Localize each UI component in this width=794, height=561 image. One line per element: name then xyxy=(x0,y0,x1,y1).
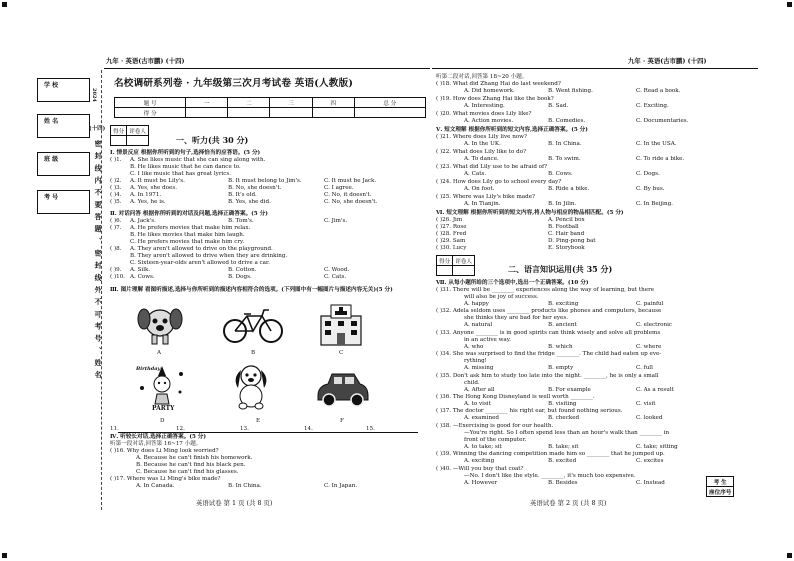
option-c[interactable]: C. It must be Jack. xyxy=(324,178,377,184)
option-a[interactable]: A. happy xyxy=(464,301,489,307)
match-person[interactable]: ( )29. Sam xyxy=(436,238,466,244)
match-person[interactable]: ( )30. Lucy xyxy=(436,245,467,251)
picture-a-puppy-icon xyxy=(134,303,186,347)
option-b[interactable]: B. Yes, she did. xyxy=(228,199,271,205)
option-c[interactable]: C. Cats. xyxy=(324,274,347,280)
option-a[interactable]: A. Yes, he is. xyxy=(130,199,166,205)
score-table-cell[interactable] xyxy=(270,108,312,118)
option-b[interactable]: B. which xyxy=(548,343,573,350)
question-number[interactable]: ( )3. xyxy=(110,185,122,191)
question-number[interactable]: ( )4. xyxy=(110,192,122,198)
option-a[interactable]: A. natural xyxy=(464,322,493,329)
class-label: 班 级 xyxy=(44,156,59,163)
option-a[interactable]: A. On foot. xyxy=(464,186,495,192)
option-b[interactable]: B. No, she doesn't. xyxy=(228,185,282,191)
option-a[interactable]: A. Yes, she does. xyxy=(130,185,178,191)
question-number[interactable]: ( )5. xyxy=(110,199,122,205)
option-b[interactable]: B. Sad. xyxy=(548,103,569,109)
header-rule xyxy=(432,68,758,69)
name-label: 姓 名 xyxy=(44,118,59,125)
option-a[interactable]: A. Jack's. xyxy=(130,218,156,224)
question-text[interactable]: ( )39. Winning the dancing competition made him so ________ that he jumped up. xyxy=(436,451,665,458)
question-text[interactable]: ( )31. There will be ________ experiences along the way of learning, but there xyxy=(436,287,655,293)
option-c[interactable]: C. In Beijing. xyxy=(636,201,673,207)
option-c[interactable]: C. full xyxy=(636,365,653,372)
question-text[interactable]: ( )40. —Will you buy that coat? xyxy=(436,465,524,472)
question-text-cont: child. xyxy=(464,379,480,386)
option-a[interactable]: A. to take; sit xyxy=(464,443,502,450)
party-text: Birthday xyxy=(136,366,161,372)
option-b[interactable]: B. Tom's. xyxy=(228,218,254,224)
option-c[interactable]: C. In the USA. xyxy=(636,141,677,147)
picture-e-dog-icon xyxy=(226,360,276,412)
scorer-cell[interactable] xyxy=(127,136,149,146)
scorer-cell[interactable] xyxy=(437,266,453,276)
option-b[interactable]: B. Went fishing. xyxy=(548,88,593,94)
score-table-cell[interactable] xyxy=(186,108,228,118)
score-table-cell[interactable] xyxy=(312,108,354,118)
section-heading-language: 二、语言知识运用(共 35 分) xyxy=(508,264,613,274)
option-a[interactable]: A. examined xyxy=(464,415,499,422)
page-footer-right: 英语试卷 第 2 页 (共 8 页) xyxy=(530,499,607,507)
option-c[interactable]: C. excites xyxy=(636,458,664,465)
option-c[interactable]: C. Dogs. xyxy=(636,171,660,177)
option-b[interactable]: B. empty xyxy=(548,365,574,372)
registration-mark xyxy=(2,553,7,558)
option-a[interactable]: A. To dance. xyxy=(464,156,499,162)
picture-letter: A xyxy=(157,350,162,356)
option-b[interactable]: B. It must belong to Jim's. xyxy=(228,178,302,184)
question-text[interactable]: ( )37. The doctor ________ his right ear, but found nothing serious. xyxy=(436,408,623,415)
page-title: 名校调研系列卷 · 九年级第三次月考试卷 英语(人教版) xyxy=(114,78,354,89)
picture-letter: E xyxy=(256,418,261,424)
score-table-cell: 一 xyxy=(186,98,228,108)
question-number[interactable]: ( )6. xyxy=(110,218,122,224)
option-c[interactable]: C. Jim's. xyxy=(324,218,348,224)
option-c[interactable]: C. In Japan. xyxy=(324,483,358,489)
question-text[interactable]: ( )20. What movies does Lily like? xyxy=(436,111,532,117)
option-b[interactable]: B. Besides xyxy=(548,479,578,486)
year-mark: 2024 xyxy=(91,88,97,102)
option-a[interactable]: A. Action movies. xyxy=(464,118,514,124)
option-c[interactable]: C. Instead xyxy=(636,479,665,486)
option-b[interactable]: B. In Jilin. xyxy=(548,201,577,207)
picture-answer-blank[interactable]: 15. xyxy=(366,426,375,432)
question-text[interactable]: ( )33. Anyone ________ is in good spirits can think wisely and solve all problems xyxy=(436,329,661,336)
option-b[interactable]: B. excited xyxy=(548,458,577,465)
option-c[interactable]: C. where xyxy=(636,343,662,350)
picture-f-car-icon xyxy=(314,368,370,410)
picture-answer-blank[interactable]: 11. xyxy=(110,426,119,432)
option-c[interactable]: C. No, she doesn't. xyxy=(324,199,378,205)
option-b[interactable]: B. Cows. xyxy=(548,171,573,177)
option-b[interactable]: B. In China. xyxy=(228,483,262,489)
option-a[interactable]: A. to visit xyxy=(464,401,491,407)
picture-letter: F xyxy=(340,418,344,424)
option-b[interactable]: B. Dogs. xyxy=(228,274,252,280)
part-intro: 听第一段对话,回答第 16~17 小题。 xyxy=(110,441,202,447)
option-a[interactable]: A. exciting xyxy=(464,458,495,465)
option-b[interactable]: B. Because he can't find his black pen. xyxy=(136,462,246,468)
part-title: Ⅳ. 听较长对话,选择正确答案。(5 分) xyxy=(110,434,207,440)
scorer-cell: 得分 xyxy=(437,256,453,266)
question-text[interactable]: ( )17. Where was Li Ming's bike made? xyxy=(110,476,221,482)
option-b[interactable]: B. In China. xyxy=(548,141,582,147)
option-c[interactable]: C. As a result xyxy=(636,386,674,393)
registration-mark xyxy=(787,2,792,7)
part-title: Ⅶ. 从每小题所给的三个选项中,选出一个正确答案。(10 分) xyxy=(436,280,589,286)
part-title: Ⅰ. 情景反应 根据你所听到的句子,选择恰当的应答语。(5 分) xyxy=(110,150,261,156)
stamp-cell: 座位序号 xyxy=(707,487,734,497)
option-c[interactable]: C. looked xyxy=(636,415,663,422)
picture-c-hospital-icon xyxy=(318,302,364,346)
question-number[interactable]: ( )10. xyxy=(110,274,126,280)
score-table-cell: 四 xyxy=(312,98,354,108)
seal-dashed-line xyxy=(101,70,102,510)
header-tag-right: 九年 · 英语(古市鹏) (十四) xyxy=(628,57,707,65)
question-text[interactable]: ( )34. She was surprised to find the fridge ________. The child had eaten up eve- xyxy=(436,351,662,358)
score-table-cell: 题 号 xyxy=(115,98,186,108)
scorer-cell: 评卷人 xyxy=(127,126,149,136)
question-text[interactable]: ( )25. Where was Lily's bike made? xyxy=(436,194,536,200)
school-label: 学 校 xyxy=(44,82,59,89)
option-a[interactable]: A. Interesting. xyxy=(464,103,505,109)
question-text-cont: front of the computer. xyxy=(464,436,527,443)
score-table-cell: 三 xyxy=(270,98,312,108)
option-b[interactable]: B. He likes music that he can dance to. xyxy=(130,164,241,170)
scorer-cell: 评卷人 xyxy=(453,256,475,266)
option-b[interactable]: B. ancient xyxy=(548,322,577,329)
question-number[interactable]: ( )8. xyxy=(110,246,122,252)
match-person[interactable]: ( )27. Rose xyxy=(436,224,467,230)
question-text[interactable]: ( )32. Adela seldom uses ________ products like phones and computers, because xyxy=(436,308,662,315)
option-b[interactable]: B. It's old. xyxy=(228,192,257,198)
question-text-cont: will also be joy of success. xyxy=(464,294,539,300)
picture-letter: B xyxy=(251,350,256,356)
match-item: D. Ping-pong bat xyxy=(548,238,596,244)
option-a[interactable]: A. In 1971. xyxy=(130,192,162,198)
scorer-cell[interactable] xyxy=(453,266,475,276)
picture-answer-blank[interactable]: 12. xyxy=(176,426,185,432)
question-text[interactable]: ( )23. What did Lily use to be afraid of? xyxy=(436,164,548,170)
question-number[interactable]: ( )7. xyxy=(110,225,122,231)
option-b[interactable]: B. He likes movies that make him laugh. xyxy=(130,232,245,238)
option-a[interactable]: A. However xyxy=(464,479,498,486)
option-c[interactable]: C. To ride a bike. xyxy=(636,156,685,162)
option-a[interactable]: A. missing xyxy=(464,365,494,372)
part-title: Ⅲ. 图片理解 看图听描述,选择与你所听到的描述内容相符合的选项。(下列图中有一幅图片与描述内容无关)(5 分) xyxy=(110,287,393,293)
option-b[interactable]: B. Cotton. xyxy=(228,267,257,273)
seal-line-notice: 密 封 线 内 不 要 答 题 、 密 封 线 外 不 可 考 号 、 姓 名 xyxy=(93,140,101,380)
option-c[interactable]: C. I agree. xyxy=(324,185,354,191)
picture-answer-blank[interactable]: 13. xyxy=(240,426,249,432)
match-item: A. Pencil box xyxy=(548,217,585,223)
option-b[interactable]: B. checked xyxy=(548,415,580,422)
picture-b-bicycle-icon xyxy=(222,306,284,344)
option-a[interactable]: A. Cats. xyxy=(464,171,487,177)
picture-letter: C xyxy=(339,350,344,356)
question-text[interactable]: ( )16. Why does Li Ming look worried? xyxy=(110,448,219,454)
scorer-cell[interactable] xyxy=(111,136,127,146)
score-table-cell: 得 分 xyxy=(115,108,186,118)
option-b[interactable]: B. exciting xyxy=(548,301,579,307)
option-c[interactable]: C. painful xyxy=(636,301,664,307)
question-text-cont: rything! xyxy=(464,358,487,365)
score-table-cell: 二 xyxy=(228,98,270,108)
part-intro: 听第二段对话,回答第 18~20 小题。 xyxy=(436,74,528,80)
option-a[interactable]: A. Because he can't finish his homework. xyxy=(136,455,253,461)
option-c[interactable]: C. Wood. xyxy=(324,267,350,273)
term-mark: (十四) xyxy=(89,126,106,132)
option-a[interactable]: A. After all xyxy=(464,386,495,393)
option-c[interactable]: C. Exciting. xyxy=(636,103,669,109)
seat-number-stamp xyxy=(706,476,734,497)
registration-mark xyxy=(2,2,7,7)
answer-underlines xyxy=(118,432,418,433)
question-text[interactable]: ( )35. Don't ask him to study too late into the night. ________, he is only a small xyxy=(436,372,659,379)
picture-answer-blank[interactable]: 14. xyxy=(304,426,313,432)
match-person[interactable]: ( )28. Fred xyxy=(436,231,467,237)
option-a[interactable]: A. He prefers movies that make him relax. xyxy=(130,225,251,231)
option-a[interactable]: A. In the UK. xyxy=(464,141,501,147)
scorer-box xyxy=(110,125,149,146)
exam-no-label: 考 号 xyxy=(44,194,59,201)
option-a[interactable]: A. They aren't allowed to drive on the playground. xyxy=(130,246,273,252)
section-heading-listening: 一、听力(共 30 分) xyxy=(176,135,249,145)
option-a[interactable]: A. Did homework. xyxy=(464,88,515,94)
question-text[interactable]: ( )21. Where does Lily live now? xyxy=(436,134,527,140)
question-text[interactable]: ( )18. What did Zhang Hai do last weekend? xyxy=(436,81,561,87)
question-text[interactable]: ( )24. How does Lily go to school every day? xyxy=(436,179,562,185)
option-c[interactable]: C. No, it doesn't. xyxy=(324,192,372,198)
question-text-cont: she thinks they are bad for her eyes. xyxy=(464,315,568,322)
question-text-cont: —No. I don't like the style. ________, it's much too expensive. xyxy=(464,472,636,479)
scorer-box xyxy=(436,255,475,276)
question-number[interactable]: ( )9. xyxy=(110,267,122,273)
header-tag-left: 九年 · 英语(古市鹏) (十四) xyxy=(106,57,185,65)
option-c[interactable]: C. take; sitting xyxy=(636,443,678,450)
party-text: PARTY xyxy=(152,405,175,412)
option-b[interactable]: B. take; sit xyxy=(548,443,579,450)
question-text[interactable]: ( )38. —Exercising is good for our health. xyxy=(436,422,554,429)
option-a[interactable]: A. who xyxy=(464,343,484,350)
option-c[interactable]: C. electronic xyxy=(636,322,672,329)
part-title: Ⅵ. 短文理解 根据你所听到的短文内容,将人物与相应的物品相匹配。(5 分) xyxy=(436,210,624,216)
header-rule xyxy=(104,68,430,69)
option-c[interactable]: C. By bus. xyxy=(636,186,665,192)
option-a[interactable]: A. Cows. xyxy=(130,274,155,280)
part-title: Ⅴ. 短文理解 根据你所听到的短文内容,选择正确答案。(5 分) xyxy=(436,127,588,133)
option-a[interactable]: A. In Canada. xyxy=(136,483,175,489)
score-table xyxy=(114,97,426,118)
page-footer-left: 英语试卷 第 1 页 (共 8 页) xyxy=(196,499,273,507)
question-text-cont: in an active way. xyxy=(464,336,511,343)
option-b[interactable]: B. Ride a bike. xyxy=(548,186,590,192)
question-text-cont: —You're right. So I often spend less than an hour's walk than ________ in xyxy=(464,429,670,436)
score-table-cell: 总 分 xyxy=(354,98,425,108)
option-c[interactable]: C. Documentaries. xyxy=(636,118,689,124)
option-b[interactable]: B. To swim. xyxy=(548,156,581,162)
stamp-cell: 考 生 xyxy=(707,477,734,487)
option-a[interactable]: A. It must be Lily's. xyxy=(130,178,185,184)
match-person[interactable]: ( )26. Jim xyxy=(436,217,463,223)
option-b[interactable]: B. They aren't allowed to drive when they are drinking. xyxy=(130,253,288,259)
question-text[interactable]: ( )22. What does Lily like to do? xyxy=(436,149,527,155)
registration-mark xyxy=(787,553,792,558)
option-c[interactable]: C. visit xyxy=(636,401,656,407)
question-number[interactable]: ( )2. xyxy=(110,178,122,184)
option-a[interactable]: A. In Tianjin. xyxy=(464,201,501,207)
option-c[interactable]: C. I like music that has great lyrics. xyxy=(130,171,232,177)
option-b[interactable]: B. visiting xyxy=(548,401,577,407)
option-c[interactable]: C. Sixteen-year-olds aren't allowed to drive a car. xyxy=(130,260,270,266)
option-a[interactable]: A. She likes music that she can sing along with. xyxy=(130,157,266,163)
option-c[interactable]: C. He prefers movies that make him cry. xyxy=(130,239,245,245)
scorer-cell: 得分 xyxy=(111,126,127,136)
picture-letter: D xyxy=(160,418,165,424)
part-title: Ⅱ. 对话问答 根据你所听到的对话及问题,选择正确答案。(5 分) xyxy=(110,211,268,217)
option-b[interactable]: B. Comedies. xyxy=(548,118,586,124)
match-item: C. Hair band xyxy=(548,231,585,237)
match-item: E. Storybook xyxy=(548,245,585,251)
score-table-cell[interactable] xyxy=(228,108,270,118)
option-b[interactable]: B. For example xyxy=(548,386,591,393)
option-c[interactable]: C. Read a book. xyxy=(636,88,681,94)
score-table-cell[interactable] xyxy=(354,108,425,118)
question-text[interactable]: ( )36. The Hong Kong Disneyland is well worth ________. xyxy=(436,394,595,400)
option-a[interactable]: A. Silk. xyxy=(130,267,151,273)
question-text[interactable]: ( )19. How does Zhang Hai like the book? xyxy=(436,96,554,102)
match-item: B. Football xyxy=(548,224,579,230)
option-c[interactable]: C. Because he can't find his glasses. xyxy=(136,469,239,475)
question-number[interactable]: ( )1. xyxy=(110,157,122,163)
